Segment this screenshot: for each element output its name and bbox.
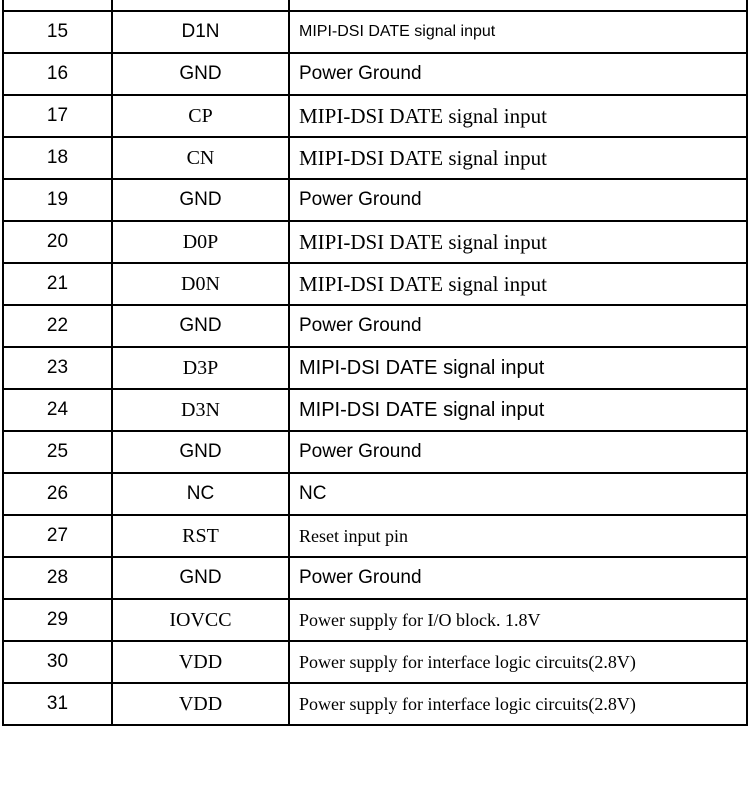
pin-no-cell: 30: [3, 641, 112, 683]
pin-no-cell: 16: [3, 53, 112, 95]
table-row: [3, 137, 747, 179]
pin-no-cell: 23: [3, 347, 112, 389]
table-row: [3, 641, 747, 683]
pin-desc-cell: Power Ground: [289, 305, 747, 347]
pin-no-cell: 20: [3, 221, 112, 263]
pin-desc-cell: Power supply for I/O block. 1.8V: [289, 599, 747, 641]
pin-name-cell: RST: [112, 515, 289, 557]
pin-name-cell: GND: [112, 179, 289, 221]
pin-no-cell: 25: [3, 431, 112, 473]
pin-name-cell: CN: [112, 137, 289, 179]
pin-desc-cell: Power Ground: [289, 557, 747, 599]
pin-desc-cell: MIPI-DSI DATE signal input: [289, 95, 747, 137]
table-row: [3, 599, 747, 641]
pin-name-cell: D3N: [112, 389, 289, 431]
table-row: [3, 473, 747, 515]
pin-desc-cell: Power supply for interface logic circuits(2.8V): [289, 641, 747, 683]
pin-name-cell: IOVCC: [112, 599, 289, 641]
pin-no-cell: 21: [3, 263, 112, 305]
pin-no-cell: 29: [3, 599, 112, 641]
pin-name-cell: D0N: [112, 263, 289, 305]
pin-definition-table: [2, 0, 748, 726]
pin-name-cell: D3P: [112, 347, 289, 389]
table-row: [3, 683, 747, 725]
pin-desc-cell: MIPI-DSI DATE signal input: [289, 263, 747, 305]
pin-name-cell: VDD: [112, 641, 289, 683]
pin-desc-cell: MIPI-DSI DATE signal input: [289, 347, 747, 389]
pin-no-cell: 28: [3, 557, 112, 599]
pin-no-cell: 17: [3, 95, 112, 137]
pin-desc-cell: MIPI-DSI DATE signal input: [289, 11, 747, 53]
pin-no-cell: [3, 0, 112, 11]
table-row: [3, 95, 747, 137]
pin-no-cell: 19: [3, 179, 112, 221]
table-row: [3, 263, 747, 305]
pin-no-cell: 26: [3, 473, 112, 515]
table-row: [3, 11, 747, 53]
pin-desc-cell: Power Ground: [289, 53, 747, 95]
pin-desc-cell: Power supply for interface logic circuits(2.8V): [289, 683, 747, 725]
table-row: [3, 179, 747, 221]
pin-name-cell: D1N: [112, 11, 289, 53]
pin-desc-cell: Power Ground: [289, 431, 747, 473]
pin-name-cell: GND: [112, 431, 289, 473]
pin-no-cell: 22: [3, 305, 112, 347]
pin-desc-cell: Power Ground: [289, 179, 747, 221]
table-row: [3, 347, 747, 389]
pin-desc-cell: NC: [289, 473, 747, 515]
pin-desc-cell: MIPI-DSI DATE signal input: [289, 221, 747, 263]
table-row: [3, 53, 747, 95]
pin-desc-cell: MIPI-DSI DATE signal input: [289, 137, 747, 179]
table-row: [3, 389, 747, 431]
pin-name-cell: CP: [112, 95, 289, 137]
table-row: [3, 557, 747, 599]
pin-name-cell: GND: [112, 305, 289, 347]
pin-no-cell: 24: [3, 389, 112, 431]
table-row: [3, 221, 747, 263]
pin-name-cell: NC: [112, 473, 289, 515]
pin-name-cell: GND: [112, 53, 289, 95]
table-row: [3, 515, 747, 557]
pin-desc-cell: Reset input pin: [289, 515, 747, 557]
table-row: [3, 431, 747, 473]
pin-no-cell: 31: [3, 683, 112, 725]
table-row-partial: [3, 0, 747, 11]
pin-no-cell: 27: [3, 515, 112, 557]
table-row: [3, 305, 747, 347]
pin-name-cell: D0P: [112, 221, 289, 263]
pin-name-cell: [112, 0, 289, 11]
pin-no-cell: 15: [3, 11, 112, 53]
pin-name-cell: VDD: [112, 683, 289, 725]
pin-no-cell: 18: [3, 137, 112, 179]
pin-desc-cell: MIPI-DSI DATE signal input: [289, 389, 747, 431]
pin-name-cell: GND: [112, 557, 289, 599]
pin-desc-cell: [289, 0, 747, 11]
